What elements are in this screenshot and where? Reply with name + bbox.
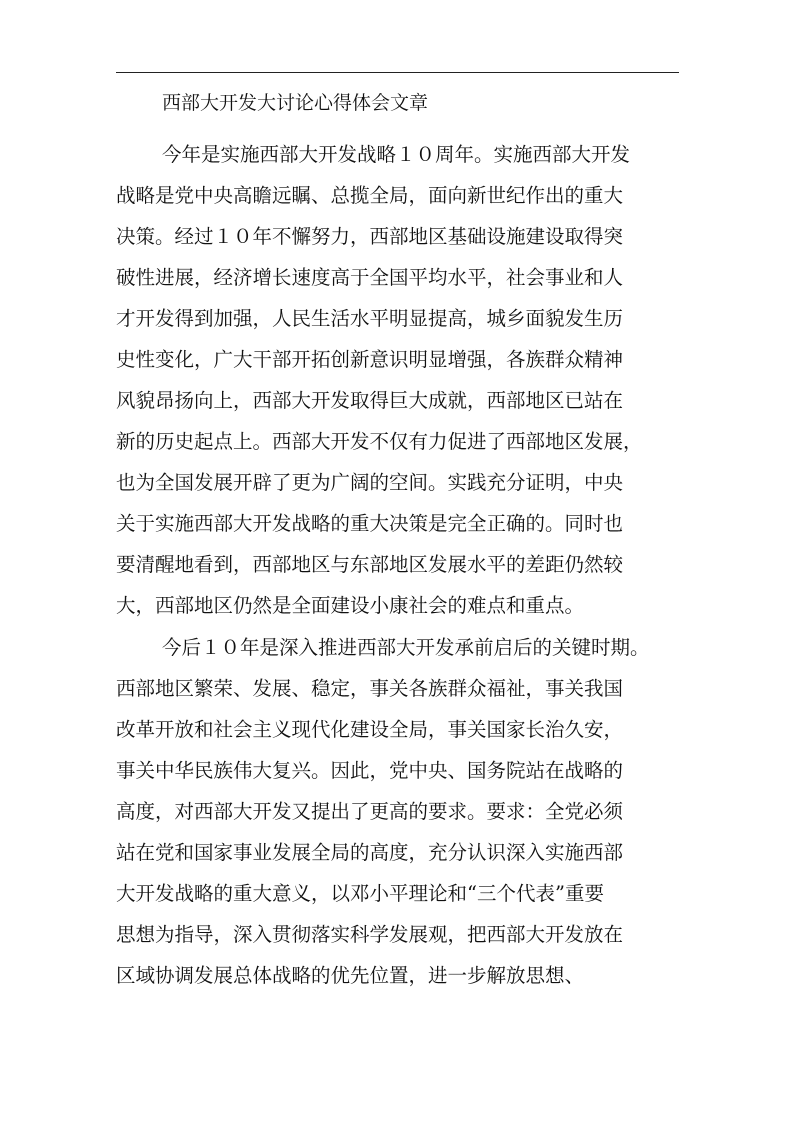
document-title: 西部大开发大讨论心得体会文章 — [162, 92, 429, 114]
paragraph-2-line-3: 改革开放和社会主义现代化建设全局，事关国家长治久安， — [116, 718, 624, 741]
paragraph-1-line-6: 史性变化，广大干部开拓创新意识明显增强，各族群众精神 — [116, 348, 624, 371]
paragraph-2-line-5: 高度，对西部大开发又提出了更高的要求。要求：全党必须 — [116, 800, 624, 823]
paragraph-2-line-7: 大开发战略的重大意义，以邓小平理论和“三个代表”重要 — [116, 882, 604, 905]
paragraph-1-line-4: 破性进展，经济增长速度高于全国平均水平，社会事业和人 — [116, 266, 624, 289]
paragraph-2-line-1: 今后１０年是深入推进西部大开发承前启后的关键时期。 — [162, 636, 650, 659]
paragraph-1-line-11: 要清醒地看到，西部地区与东部地区发展水平的差距仍然较 — [116, 553, 624, 576]
paragraph-2-line-2: 西部地区繁荣、发展、稳定，事关各族群众福祉，事关我国 — [116, 677, 624, 700]
paragraph-2-line-9: 区域协调发展总体战略的优先位置，进一步解放思想、 — [116, 964, 585, 987]
paragraph-2-line-4: 事关中华民族伟大复兴。因此，党中央、国务院站在战略的 — [116, 759, 624, 782]
paragraph-1-line-3: 决策。经过１０年不懈努力，西部地区基础设施建设取得突 — [116, 225, 624, 248]
paragraph-2-line-6: 站在党和国家事业发展全局的高度，充分认识深入实施西部 — [116, 841, 624, 864]
paragraph-2-line-8: 思想为指导，深入贯彻落实科学发展观，把西部大开发放在 — [116, 923, 624, 946]
paragraph-1-line-7: 风貌昂扬向上，西部大开发取得巨大成就，西部地区已站在 — [116, 389, 624, 412]
paragraph-1-line-9: 也为全国发展开辟了更为广阔的空间。实践充分证明，中央 — [116, 471, 624, 494]
header-rule — [116, 72, 679, 73]
paragraph-1-line-2: 战略是党中央高瞻远瞩、总揽全局，面向新世纪作出的重大 — [116, 184, 624, 207]
paragraph-1-line-8: 新的历史起点上。西部大开发不仅有力促进了西部地区发展， — [116, 430, 643, 453]
paragraph-1-line-5: 才开发得到加强，人民生活水平明显提高，城乡面貌发生历 — [116, 307, 624, 330]
paragraph-1-line-10: 关于实施西部大开发战略的重大决策是完全正确的。同时也 — [116, 512, 624, 535]
paragraph-1-line-12: 大，西部地区仍然是全面建设小康社会的难点和重点。 — [116, 594, 585, 617]
paragraph-1-line-1: 今年是实施西部大开发战略１０周年。实施西部大开发 — [162, 143, 631, 166]
